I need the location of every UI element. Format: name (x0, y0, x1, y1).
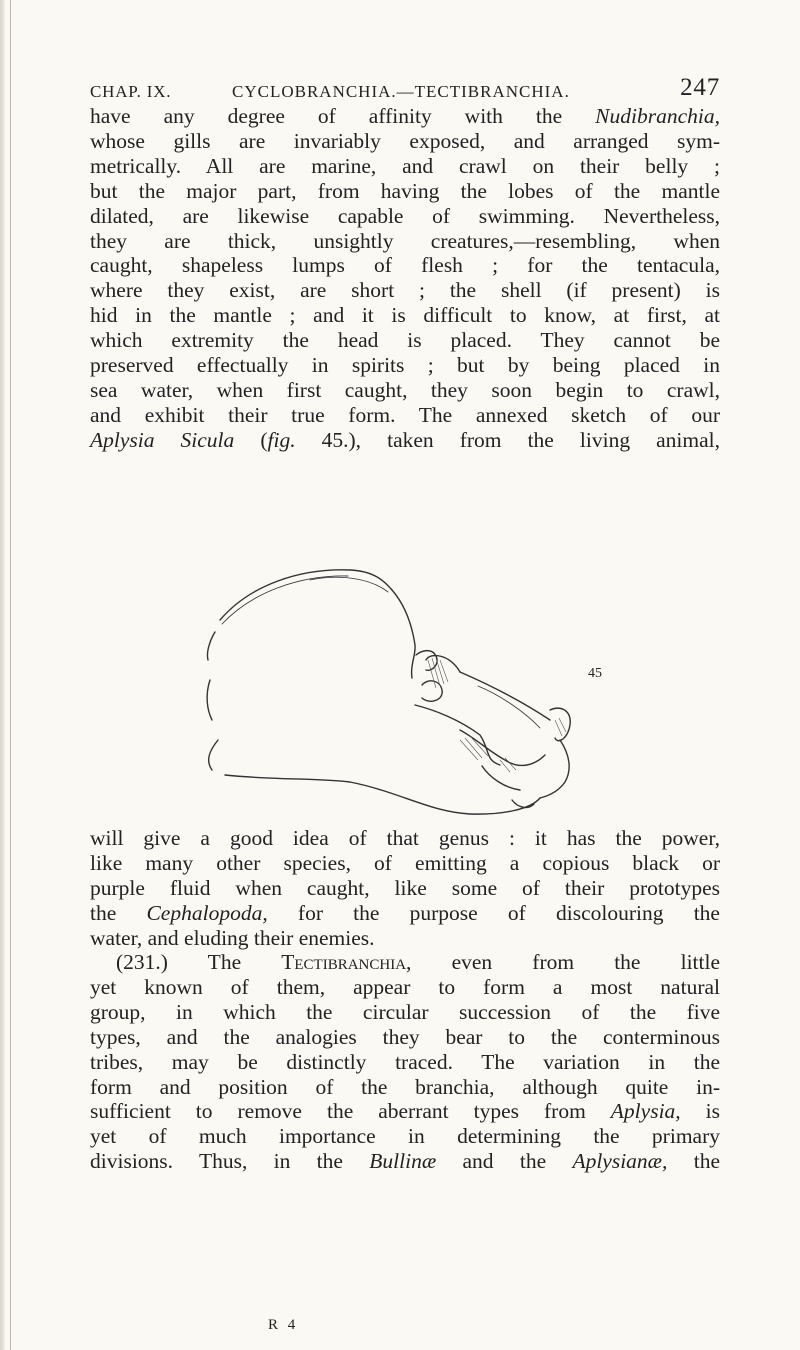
text-line: sea water, when first caught, they soon begin to crawl, (90, 377, 720, 402)
paragraph-1 (90, 104, 720, 453)
printer-signature: R 4 (268, 1317, 299, 1333)
page-number: 247 (680, 74, 720, 101)
text-line: water, and eluding their enemies. (90, 925, 375, 950)
figure-number: 45 (588, 666, 602, 681)
italic-term: Cephalopoda, (146, 900, 268, 925)
text-line: yet known of them, appear to form a most natural (90, 974, 720, 999)
text-line: have any degree of affinity with the Nudibranchia, (90, 104, 720, 128)
italic-term: Bullinæ (369, 1149, 437, 1174)
text-line: tribes, may be distinctly traced. The variation in the (90, 1049, 720, 1074)
italic-term: Aplysia Sicula (90, 427, 235, 452)
italic-term: Aplysianæ, (572, 1149, 668, 1174)
paragraph-3 (90, 950, 720, 1174)
text-line: but the major part, from having the lobes of the mantle (90, 178, 720, 203)
text-line: which extremity the head is placed. They cannot be (90, 328, 720, 353)
text-line: Aplysia Sicula (fig. 45.), taken from the living animal, (90, 427, 720, 452)
text-line: where they exist, are short ; the shell (if present) is (90, 278, 720, 303)
italic-term: fig. (267, 427, 296, 452)
text-line: yet of much importance in determining the primary (90, 1124, 720, 1149)
text-line: the Cephalopoda, for the purpose of discolouring the (90, 900, 720, 925)
text-line: preserved effectually in spirits ; but by being placed in (90, 353, 720, 378)
text-line: and exhibit their true form. The annexed sketch of our (90, 402, 720, 427)
text-line: whose gills are invariably exposed, and arranged sym- (90, 128, 720, 153)
text-line: purple fluid when caught, like some of their prototypes (90, 875, 720, 900)
page-edge-shadow (0, 0, 5, 1350)
smallcaps-term: Tectibranchia, (281, 950, 412, 974)
text-line: types, and the analogies they bear to the conterminous (90, 1024, 720, 1049)
running-header (90, 74, 720, 106)
text-line: they are thick, unsightly creatures,—resembling, when (90, 228, 720, 253)
text-line: divisions. Thus, in the Bullinæ and the Aplysianæ, the (90, 1149, 720, 1174)
running-title: CYCLOBRANCHIA.—TECTIBRANCHIA. (232, 82, 570, 101)
text-line: caught, shapeless lumps of flesh ; for the tentacula, (90, 253, 720, 278)
text-line: metrically. All are marine, and crawl on their belly ; (90, 153, 720, 178)
italic-term: Nudibranchia, (595, 104, 720, 128)
text-line: group, in which the circular succession of the five (90, 999, 720, 1024)
text-line: (231.) The Tectibranchia, even from the little (116, 950, 721, 974)
page-gutter-line (10, 0, 11, 1350)
text-line: will give a good idea of that genus : it has the power, (90, 826, 720, 850)
paragraph-2 (90, 826, 720, 951)
chapter-label: CHAP. IX. (90, 82, 172, 101)
text-line: dilated, are likewise capable of swimming. Nevertheless, (90, 203, 720, 228)
text-line: hid in the mantle ; and it is difficult to know, at first, at (90, 303, 720, 328)
text-line: sufficient to remove the aberrant types from Aplysia, is (90, 1099, 721, 1124)
text-line: like many other species, of emitting a copious black or (90, 850, 720, 875)
aplysia-sketch-icon (160, 560, 640, 818)
text-line: form and position of the branchia, although quite in- (90, 1074, 720, 1099)
italic-term: Aplysia, (610, 1099, 681, 1124)
